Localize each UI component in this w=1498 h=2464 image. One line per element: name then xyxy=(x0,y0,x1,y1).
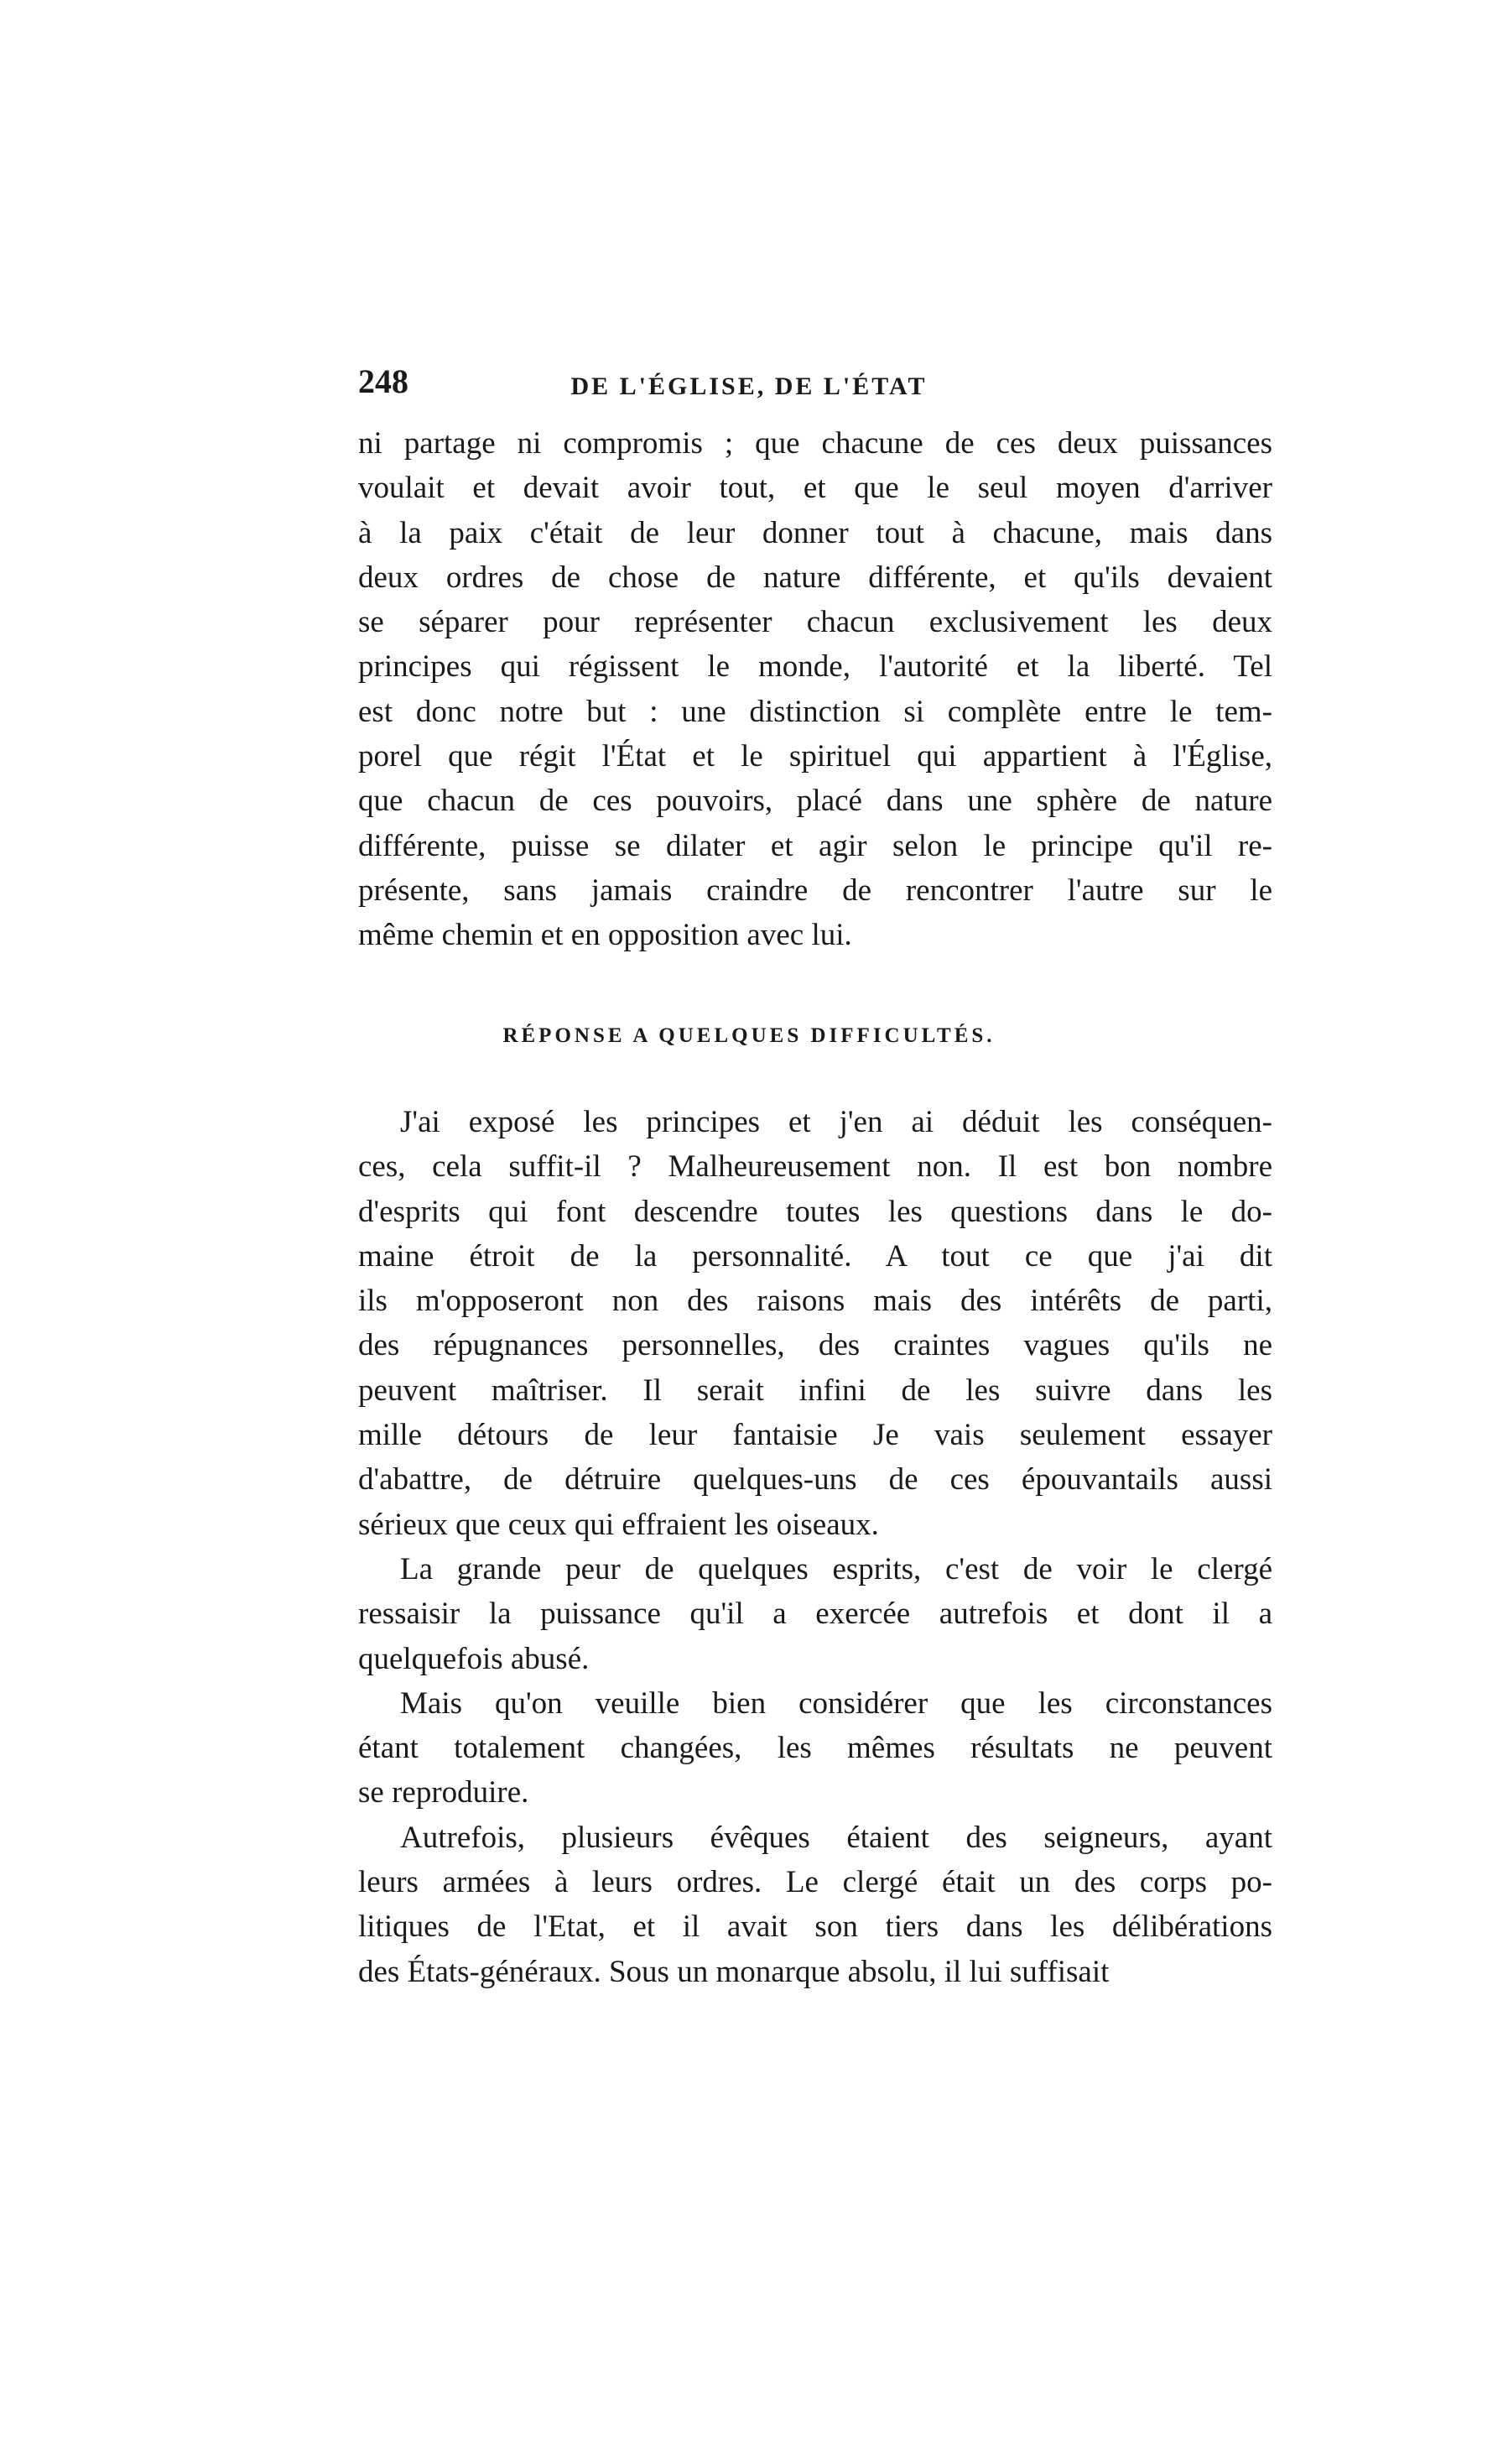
text-line: mille détours de leur fantaisie Je vais seulement essayer xyxy=(358,1418,1272,1453)
text-line: présente, sans jamais craindre de rencontrer l'autre sur le xyxy=(358,873,1272,908)
text-line: à la paix c'était de leur donner tout à chacune, mais dans xyxy=(358,515,1272,550)
text-line: principes qui régissent le monde, l'autorité et la liberté. Tel xyxy=(358,649,1272,685)
text-line: se séparer pour représenter chacun exclusivement les deux xyxy=(358,605,1272,640)
text-line: est donc notre but : une distinction si complète entre le tem- xyxy=(358,694,1272,729)
text-line: deux ordres de chose de nature différente, et qu'ils devaient xyxy=(358,560,1272,595)
text-line: différente, puisse se dilater et agir selon le principe qu'il re- xyxy=(358,828,1272,863)
text-block-2 xyxy=(358,1100,1272,1994)
text-line: maine étroit de la personnalité. A tout ce que j'ai dit xyxy=(358,1238,1272,1274)
text-line: ni partage ni compromis ; que chacune de ces deux puissances xyxy=(358,426,1272,461)
text-line: porel que régit l'État et le spirituel qui appartient à l'Église, xyxy=(358,739,1272,774)
paragraph xyxy=(358,1547,1272,1681)
text-line: J'ai exposé les principes et j'en ai déduit les conséquen- xyxy=(400,1105,1272,1139)
text-line: La grande peur de quelques esprits, c'est de voir le clergé xyxy=(400,1551,1272,1586)
paragraph xyxy=(358,421,1272,958)
text-line: que chacun de ces pouvoirs, placé dans une sphère de nature xyxy=(358,784,1272,819)
paragraph xyxy=(358,1681,1272,1815)
section-heading: RÉPONSE A QUELQUES DIFFICULTÉS. xyxy=(502,1024,996,1047)
text-line: des répugnances personnelles, des craintes vagues qu'ils ne xyxy=(358,1328,1272,1363)
text-line: sérieux que ceux qui effraient les oiseaux. xyxy=(358,1507,879,1542)
text-line: se reproduire. xyxy=(358,1775,529,1810)
text-line: des États-généraux. Sous un monarque absolu, il lui suffisait xyxy=(358,1954,1110,1989)
text-line: ces, cela suffit-il ? Malheureusement non. Il est bon nombre xyxy=(358,1149,1272,1185)
text-line: leurs armées à leurs ordres. Le clergé était un des corps po- xyxy=(358,1865,1272,1900)
text-line: ils m'opposeront non des raisons mais des intérêts de parti, xyxy=(358,1284,1272,1319)
text-line: Autrefois, plusieurs évêques étaient des seigneurs, ayant xyxy=(400,1820,1272,1855)
text-block-1 xyxy=(358,421,1272,958)
text-line: peuvent maîtriser. Il serait infini de les suivre dans les xyxy=(358,1373,1272,1408)
text-line: litiques de l'Etat, et il avait son tiers dans les délibérations xyxy=(358,1909,1272,1945)
paragraph xyxy=(358,1815,1272,1994)
running-title: DE L'ÉGLISE, DE L'ÉTAT xyxy=(570,372,928,400)
text-line: voulait et devait avoir tout, et que le seul moyen d'arriver xyxy=(358,471,1272,506)
paragraph xyxy=(358,1100,1272,1547)
text-line: d'esprits qui font descendre toutes les questions dans le do- xyxy=(358,1194,1272,1229)
text-line: même chemin et en opposition avec lui. xyxy=(358,918,852,953)
text-line: d'abattre, de détruire quelques-uns de ces épouvantails aussi xyxy=(358,1462,1272,1498)
page-number: 248 xyxy=(358,362,408,400)
text-line: Mais qu'on veuille bien considérer que les circonstances xyxy=(400,1685,1272,1721)
text-line: quelquefois abusé. xyxy=(358,1641,590,1676)
text-line: étant totalement changées, les mêmes résultats ne peuvent xyxy=(358,1731,1272,1766)
text-line: ressaisir la puissance qu'il a exercée autrefois et dont il a xyxy=(358,1597,1272,1632)
